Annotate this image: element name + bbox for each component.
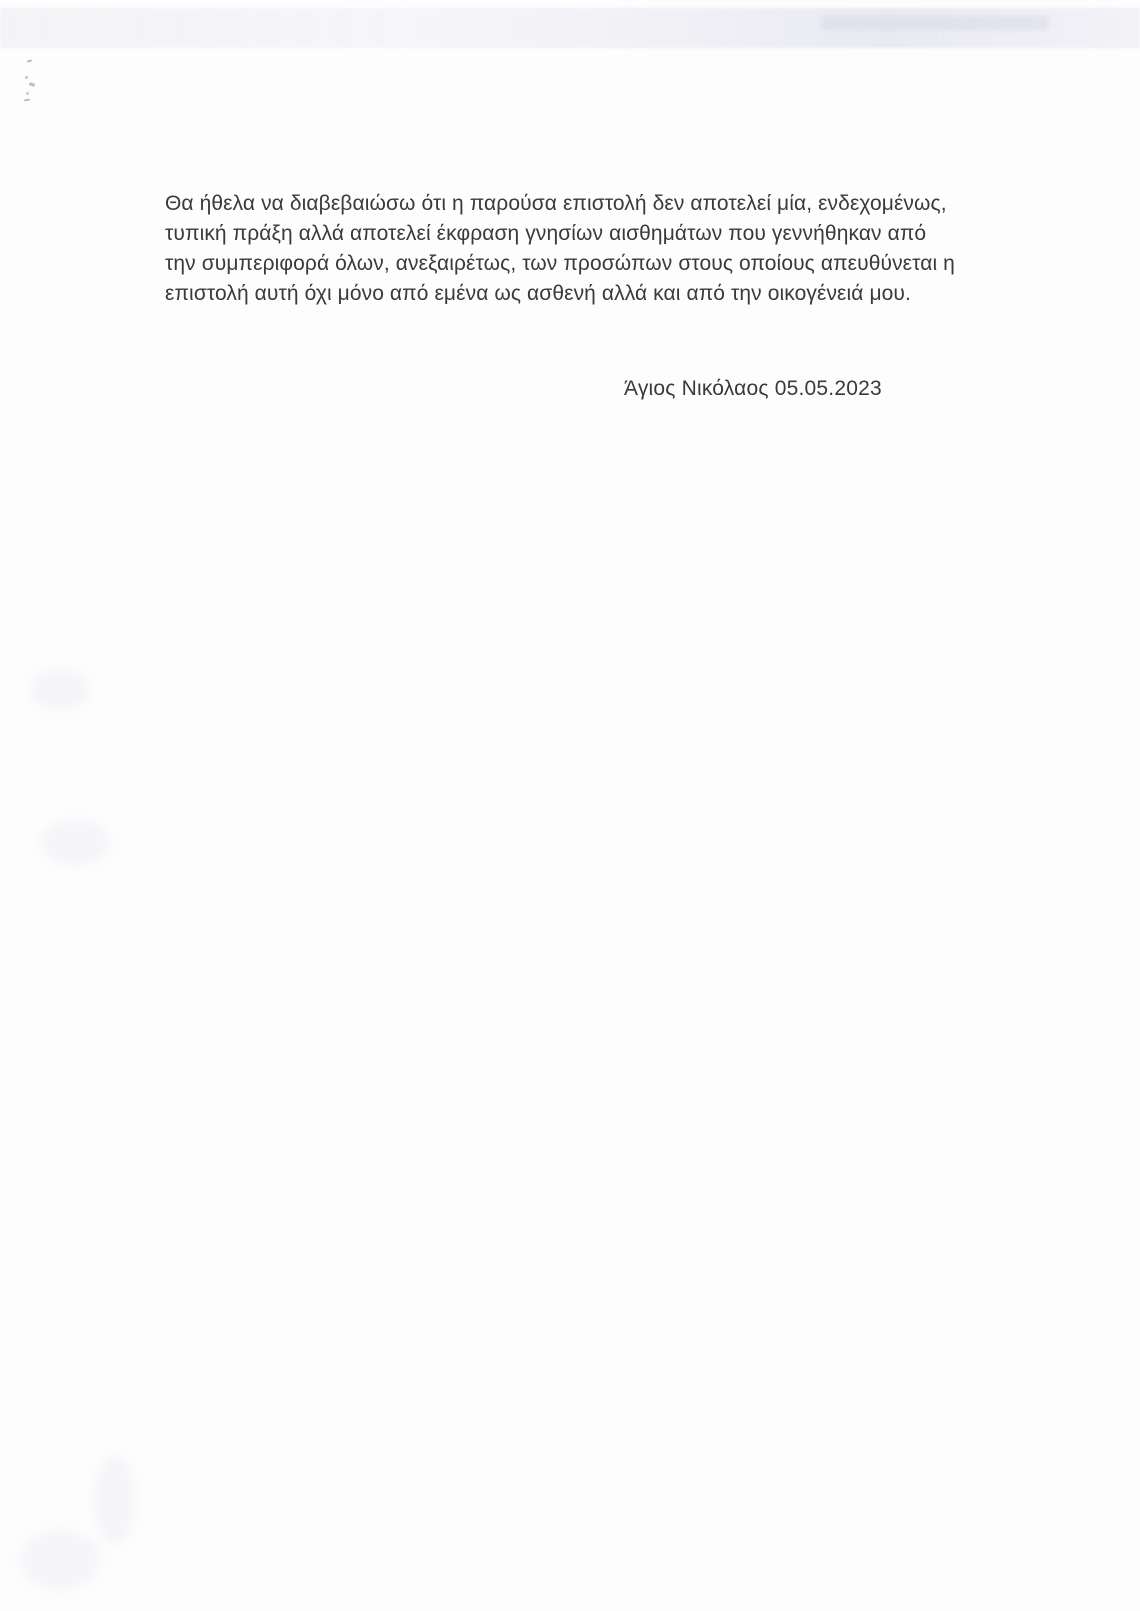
paper-smudge <box>40 820 110 865</box>
letter-body-paragraph <box>165 189 985 309</box>
place-date-line: Άγιος Νικόλαος 05.05.2023 <box>624 377 882 400</box>
letter-body-line: την συμπεριφορά όλων, ανεξαιρέτως, των προσώπων στους οποίους απευθύνεται η <box>165 252 955 275</box>
scan-speck <box>25 76 28 79</box>
scan-speck <box>24 98 30 101</box>
letter-body-line: επιστολή αυτή όχι μόνο από εμένα ως ασθενή αλλά και από την οικογένειά μου. <box>165 282 911 305</box>
scan-speck <box>29 82 36 87</box>
scan-speck <box>26 92 29 95</box>
paper-smudge <box>20 1530 100 1590</box>
paper-smudge <box>30 670 90 710</box>
paper-smudge <box>95 1455 135 1545</box>
letter-body-line: Θα ήθελα να διαβεβαιώσω ότι η παρούσα επιστολή δεν αποτελεί μία, ενδεχομένως, <box>165 192 947 215</box>
scan-speck <box>27 59 32 62</box>
letter-body-line: τυπική πράξη αλλά αποτελεί έκφραση γνησίων αισθημάτων που γεννήθηκαν από <box>165 222 927 245</box>
scan-artifact-band <box>0 8 1140 48</box>
